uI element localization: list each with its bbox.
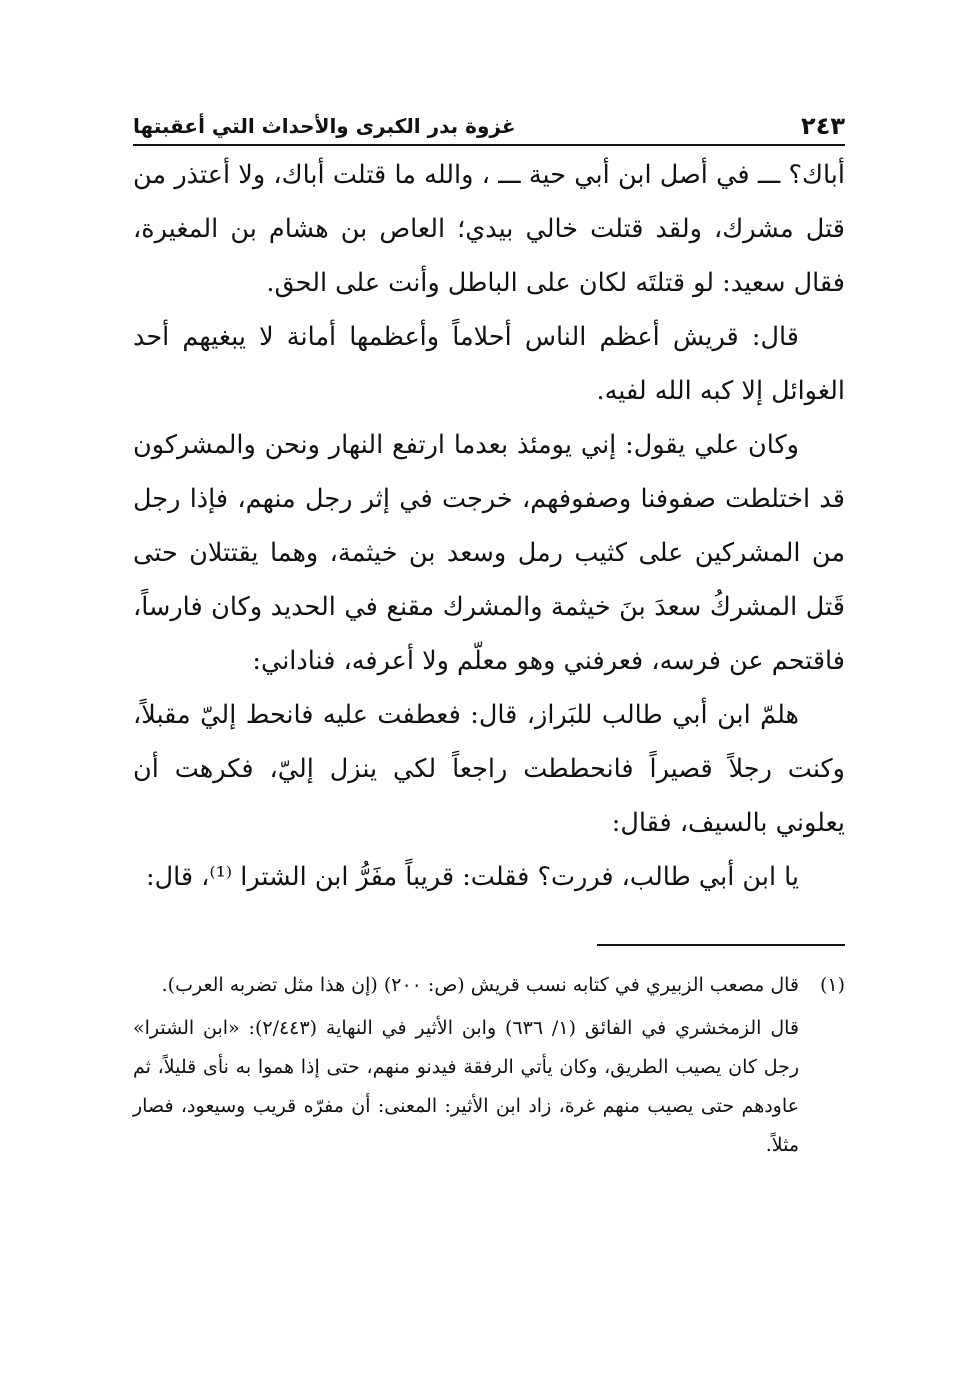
paragraph: هلمّ ابن أبي طالب للبَراز، قال: فعطفت عليه فانحط إليّ مقبلاً، وكنت رجلاً قصيراً فانحططت راجعاً لكي ينزل إليّ، فكرهت أن يعلوني بالسيف، فقال: (133, 700, 845, 838)
paragraph: أباك؟ ـــ في أصل ابن أبي حية ـــ ، والله ما قتلت أباك، ولا أعتذر من قتل مشرك، ولقد قتلت خالي بيدي؛ العاص بن هشام بن المغيرة، فقال سعيد: لو قتلتَه لكان على الباطل وأنت على الحق. (133, 160, 845, 298)
page-number: ٢٤٣ (801, 112, 845, 140)
main-text (133, 148, 845, 904)
chapter-title: غزوة بدر الكبرى والأحداث التي أعقبتها (133, 114, 516, 138)
running-header (133, 100, 845, 146)
footnote-divider (597, 944, 845, 946)
paragraph: قال: قريش أعظم الناس أحلاماً وأعظمها أمانة لا يبغيهم أحد الغوائل إلا كبه الله لفيه. (133, 322, 845, 406)
footnote-1 (133, 966, 845, 1005)
footnote-marker: (١) (819, 974, 845, 996)
footnote-text: قال مصعب الزبيري في كتابه نسب قريش (ص: ٢٠٠) (إن هذا مثل تضربه العرب). (161, 974, 799, 996)
footnote-1-continuation: قال الزمخشري في الفائق (١/ ٦٣٦) وابن الأثير في النهاية (٢/٤٤٣): «ابن الشترا» رجل كان يصيب الطريق، وكان يأتي الرفقة فيدنو منهم، حتى إذا هموا به نأى قليلاً، ثم عاودهم حتى يصيب منهم غرة، زاد ابن الأثير: المعنى: أن مفرّه قريب وسيعود، فصار مثلاً. (133, 1017, 799, 1156)
paragraph: يا ابن أبي طالب، فررت؟ فقلت: قريباً مفَرُّ ابن الشترا ⁽¹⁾، قال: (145, 862, 799, 892)
book-page (133, 100, 845, 1165)
footnotes (133, 966, 845, 1165)
paragraph: وكان علي يقول: إني يومئذ بعدما ارتفع النهار ونحن والمشركون قد اختلطت صفوفنا وصفوفهم، خرجت في إثر رجل منهم، فإذا رجل من المشركين على كثيب رمل وسعد بن خيثمة، وهما يقتتلان حتى قَتل المشركُ سعدَ بنَ خيثمة والمشرك مقنع في الحديد وكان فارساً، فاقتحم عن فرسه، فعرفني وهو معلّم ولا أعرفه، فناداني: (133, 430, 845, 676)
